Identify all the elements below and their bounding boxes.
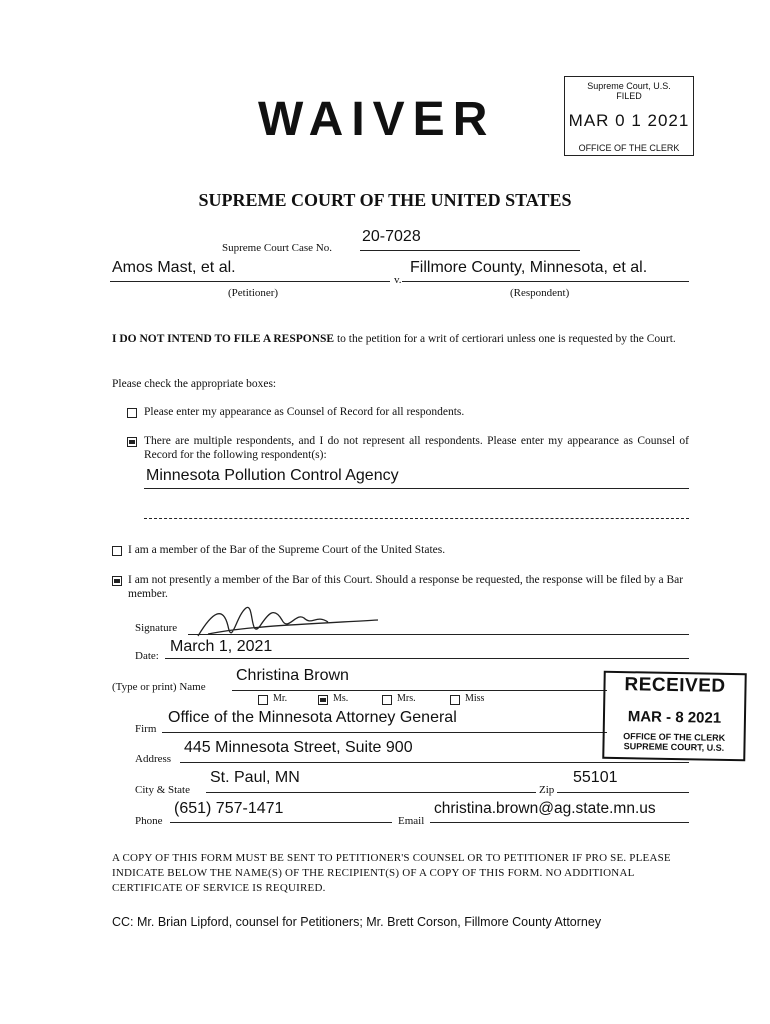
date-label: Date: <box>135 650 159 662</box>
received-stamp-office-1: OFFICE OF THE CLERK <box>623 731 726 743</box>
name-line <box>232 690 607 691</box>
signature-label: Signature <box>135 622 178 634</box>
city-label: City & State <box>135 784 190 796</box>
title-miss-checkbox[interactable] <box>450 695 460 705</box>
multiple-respondents-label: There are multiple respondents, and I do not represent all respondents. Please enter my appearance as Counsel of Record for the following respondent(s): <box>144 435 689 461</box>
filed-stamp-office: OFFICE OF THE CLERK <box>578 143 680 153</box>
name-label: (Type or print) Name <box>112 681 206 693</box>
address-label: Address <box>135 753 172 765</box>
address-value: 445 Minnesota Street, Suite 900 <box>184 739 413 756</box>
versus-label: v. <box>394 274 402 286</box>
date-line <box>165 658 689 659</box>
respondent-entry-line-2 <box>144 518 689 519</box>
phone-line <box>170 822 392 823</box>
copy-notice: A COPY OF THIS FORM MUST BE SENT TO PETITIONER'S COUNSEL OR TO PETITIONER IF PRO SE. PLEASE INDICATE BELOW THE NAME(S) OF THE RECIPIENT(S) OF A COPY OF THIS FORM. NO ADDITIONAL CERTIFICATE OF SERVICE IS REQUIRED. <box>112 852 671 894</box>
firm-value: Office of the Minnesota Attorney General <box>168 709 457 726</box>
filed-stamp <box>564 76 694 156</box>
address-line <box>180 762 689 763</box>
intro-bold-text: I DO NOT INTEND TO FILE A RESPONSE <box>112 333 335 345</box>
petitioner-name: Amos Mast, et al. <box>112 259 236 276</box>
firm-line <box>162 732 607 733</box>
title-mrs-checkbox[interactable] <box>382 695 392 705</box>
not-bar-member-label: I am not presently a member of the Bar of this Court. Should a response be requested, the response will be filed by a Bar member. <box>128 574 684 600</box>
respondent-caption: (Respondent) <box>510 287 570 299</box>
filed-stamp-filed: FILED <box>616 91 642 101</box>
case-no-value: 20-7028 <box>362 228 421 245</box>
all-respondents-checkbox[interactable] <box>127 408 137 418</box>
city-line <box>206 792 536 793</box>
email-label: Email <box>398 815 425 827</box>
check-prompt: Please check the appropriate boxes: <box>112 378 277 390</box>
court-heading: SUPREME COURT OF THE UNITED STATES <box>198 190 572 210</box>
email-line <box>430 822 689 823</box>
petitioner-caption: (Petitioner) <box>228 287 279 299</box>
phone-value: (651) 757-1471 <box>174 800 284 817</box>
respondent-entry-line <box>144 488 689 489</box>
name-value: Christina Brown <box>236 667 349 684</box>
multiple-respondents-checkbox[interactable] <box>127 437 137 447</box>
case-no-line <box>360 250 580 251</box>
received-stamp-date: MAR - 8 2021 <box>627 708 722 727</box>
zip-line <box>557 792 689 793</box>
date-value: March 1, 2021 <box>170 638 273 655</box>
petitioner-line <box>110 281 390 282</box>
filed-stamp-court: Supreme Court, U.S. <box>587 81 671 91</box>
title-mr-label: Mr. <box>273 693 288 704</box>
all-respondents-label: Please enter my appearance as Counsel of Record for all respondents. <box>144 406 465 418</box>
phone-label: Phone <box>135 815 163 827</box>
received-stamp <box>602 671 747 761</box>
case-no-label: Supreme Court Case No. <box>222 242 332 254</box>
title-ms-checkbox[interactable] <box>318 695 328 705</box>
title-mrs-label: Mrs. <box>397 693 416 704</box>
received-stamp-title: RECEIVED <box>624 674 726 697</box>
title-mr-checkbox[interactable] <box>258 695 268 705</box>
bar-member-label: I am a member of the Bar of the Supreme Court of the United States. <box>128 544 446 556</box>
respondent-entry: Minnesota Pollution Control Agency <box>146 467 399 484</box>
email-value: christina.brown@ag.state.mn.us <box>434 800 656 817</box>
signature-line <box>188 634 689 635</box>
document-title: WAIVER <box>258 93 496 146</box>
firm-label: Firm <box>135 723 157 735</box>
respondent-line <box>402 281 689 282</box>
title-ms-label: Ms. <box>333 693 349 704</box>
not-bar-member-checkbox[interactable] <box>112 576 122 586</box>
city-value: St. Paul, MN <box>210 769 300 786</box>
cc-line: CC: Mr. Brian Lipford, counsel for Petitioners; Mr. Brett Corson, Fillmore County Attorney <box>112 915 602 929</box>
title-miss-label: Miss <box>465 693 485 704</box>
respondent-name: Fillmore County, Minnesota, et al. <box>410 259 648 276</box>
zip-label: Zip <box>539 784 555 796</box>
intro-rest-text: to the petition for a writ of certiorari unless one is requested by the Court. <box>334 333 676 345</box>
zip-value: 55101 <box>573 769 618 786</box>
intro-statement <box>112 332 689 346</box>
filed-stamp-date: MAR 0 1 2021 <box>568 111 690 130</box>
received-stamp-office-2: SUPREME COURT, U.S. <box>623 741 725 753</box>
bar-member-checkbox[interactable] <box>112 546 122 556</box>
